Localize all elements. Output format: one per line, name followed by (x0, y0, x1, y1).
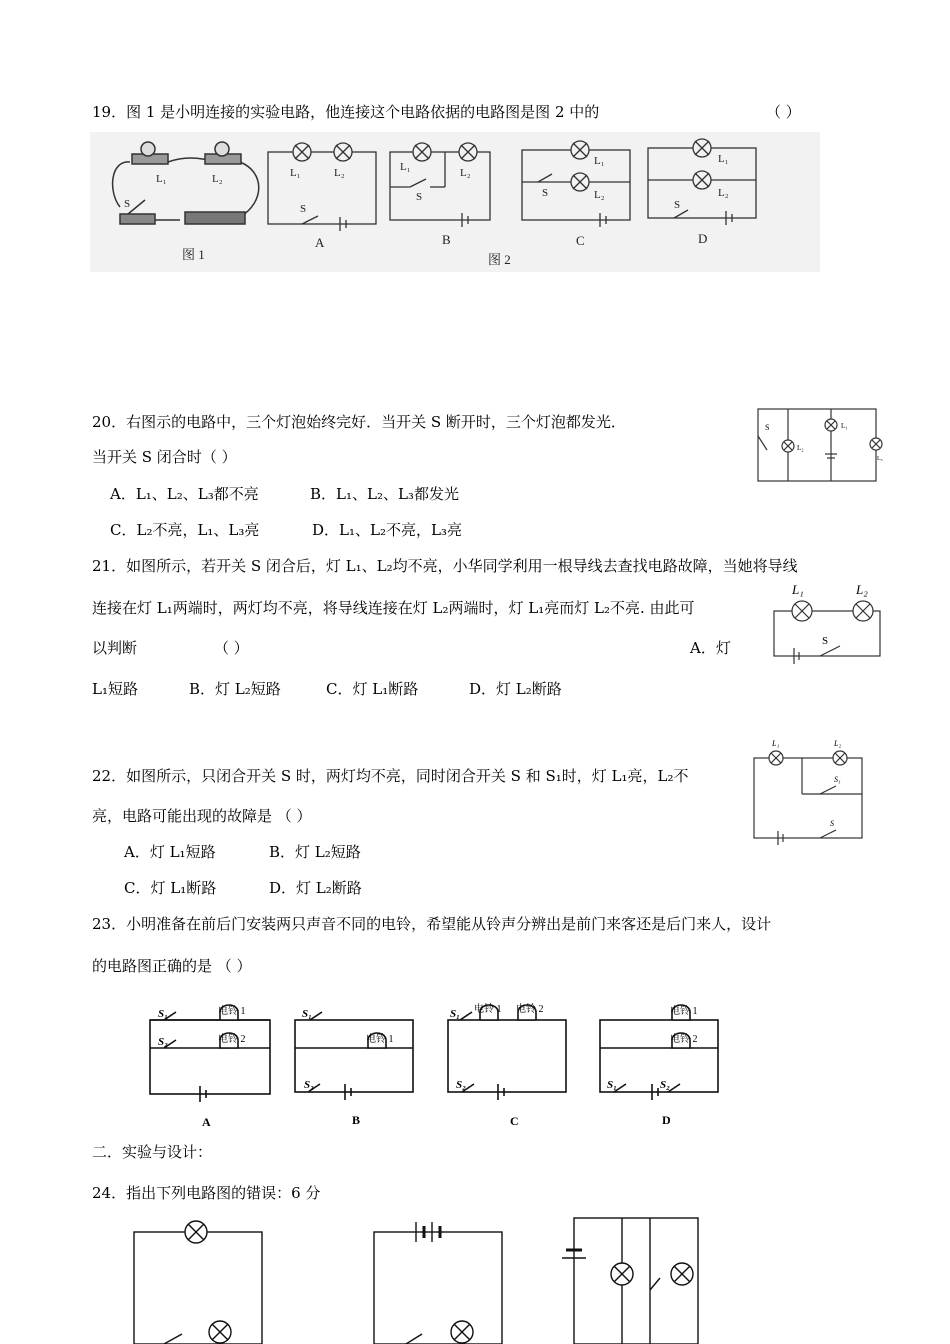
q20-figure (755, 406, 885, 484)
q23-c-bell1: 电铃 1 (474, 1004, 502, 1015)
q19-c-l1: L₁ (594, 155, 605, 167)
q22-s-label: S (830, 819, 834, 828)
q21-s-label: S (822, 635, 829, 647)
q21-option-a-end: L₁短路 (92, 680, 138, 698)
q22-s1-label: S₁ (834, 775, 841, 784)
q23-line1: 23．小明准备在前后门安装两只声音不同的电铃，希望能从铃声分辨出是前门来客还是后门来人，设计 (92, 915, 772, 933)
q21-line3: 以判断 (92, 639, 138, 657)
q19-fig1-s-label: S (124, 198, 131, 210)
q23-d-s1: S₁ (607, 1079, 617, 1091)
q23-option-d: D (662, 1113, 671, 1127)
q21-line1: 21．如图所示，若开关 S 闭合后，灯 L₁、L₂均不亮，小华同学利用一根导线去查找电路故障，当她将导线 (92, 557, 798, 575)
q22-figure (750, 736, 870, 846)
q23-c-bell2: 电铃 2 (516, 1004, 544, 1015)
q19-fig1-l2-label: L₂ (212, 173, 223, 185)
q19-a-s: S (300, 203, 307, 215)
q23-a-s1: S₁ (158, 1008, 168, 1020)
q19-c-l2: L₂ (594, 189, 605, 201)
q19-text: 19．图 1 是小明连接的实验电路，他连接这个电路依据的电路图是图 2 中的 (92, 103, 600, 121)
q22-option-c: C．灯 L₁断路 (124, 879, 217, 897)
q21-l1-label: L₁ (792, 582, 804, 597)
q22-line1: 22．如图所示，只闭合开关 S 时，两灯均不亮，同时闭合开关 S 和 S₁时，灯 L₁亮，L₂不 (92, 767, 689, 785)
q21-option-d: D．灯 L₂断路 (469, 680, 562, 698)
q19-a-l2: L₂ (334, 167, 345, 179)
q23-b-s2: S₂ (304, 1079, 314, 1091)
q20-l1-label: L₁ (841, 422, 848, 430)
q19-fig1-l1-label: L₁ (156, 173, 167, 185)
q19-fig2-caption: 图 2 (488, 252, 511, 267)
q23-a-bell2: 电铃 2 (218, 1034, 246, 1045)
q20-line1: 20．右图示的电路中，三个灯泡始终完好．当开关 S 断开时，三个灯泡都发光． (92, 413, 626, 431)
q21-line2: 连接在灯 L₁两端时，两灯均不亮，将导线连接在灯 L₂两端时，灯 L₁亮而灯 L₂不亮. 由此可 (92, 599, 695, 617)
q23-circuit-d (600, 1005, 718, 1100)
q23-option-c: C (510, 1114, 519, 1128)
q19-figure (90, 132, 820, 272)
q22-option-a: A．灯 L₁短路 (124, 843, 216, 861)
q20-line2: 当开关 S 闭合时（ ） (92, 448, 237, 466)
q19-bracket: （ ） (766, 103, 801, 121)
q22-line2: 亮，电路可能出现的故障是 （ ） (92, 807, 312, 825)
q23-c-s2: S₂ (456, 1079, 466, 1091)
q21-figure (768, 578, 888, 668)
q20-option-d: D．L₁、L₂不亮，L₃亮 (312, 521, 462, 539)
q19-fig1-caption: 图 1 (182, 247, 205, 262)
q19-d-l2: L₂ (718, 187, 729, 199)
section-2-title: 二．实验与设计： (92, 1143, 213, 1161)
q19-c-s: S (542, 187, 549, 199)
q22-option-d: D．灯 L₂断路 (269, 879, 362, 897)
q23-a-bell1: 电铃 1 (218, 1006, 246, 1017)
q23-c-s1: S₁ (450, 1008, 460, 1020)
q23-option-a: A (202, 1115, 211, 1129)
q19-d-s: S (674, 199, 681, 211)
q20-option-a: A．L₁、L₂、L₃都不亮 (110, 485, 259, 503)
q22-option-b: B．灯 L₂短路 (269, 843, 361, 861)
q23-d-s2: S₂ (660, 1079, 670, 1091)
q20-s-label: S (765, 423, 770, 432)
q19-a-l1: L₁ (290, 167, 301, 179)
q23-d-bell1: 电铃 1 (670, 1006, 698, 1017)
q19-option-b: B (442, 232, 451, 247)
q19-option-c: C (576, 233, 585, 248)
q24-text: 24．指出下列电路图的错误：6 分 (92, 1184, 321, 1202)
q23-b-bell: 电铃 1 (366, 1034, 394, 1045)
q20-l2-label: L₂ (797, 444, 804, 452)
q19-b-s: S (416, 191, 423, 203)
q19-b-l1: L₁ (400, 161, 411, 173)
q20-option-c: C．L₂不亮，L₁、L₃亮 (110, 521, 260, 539)
q23-line2: 的电路图正确的是 （ ） (92, 957, 252, 975)
q23-figure (140, 998, 740, 1138)
q21-option-c: C．灯 L₁断路 (326, 680, 419, 698)
q19-d-l1: L₁ (718, 153, 729, 165)
q23-option-b: B (352, 1113, 361, 1127)
q20-l3-label: L₃ (877, 456, 883, 462)
q21-option-b: B．灯 L₂短路 (189, 680, 281, 698)
q19-b-l2: L₂ (460, 167, 471, 179)
q23-b-s1: S₁ (302, 1008, 312, 1020)
q21-option-a-start: A．灯 (690, 639, 731, 657)
q23-a-s2: S₂ (158, 1036, 168, 1048)
q23-d-bell2: 电铃 2 (670, 1034, 698, 1045)
q19-option-d: D (698, 231, 708, 246)
q19-option-a: A (315, 235, 325, 250)
q23-circuit-a (150, 1005, 270, 1102)
q22-l1-label: L₁ (772, 739, 780, 748)
q20-option-b: B．L₁、L₂、L₃都发光 (310, 485, 459, 503)
q21-bracket: （ ） (214, 639, 249, 657)
q22-l2-label: L₂ (834, 739, 842, 748)
q21-l2-label: L₂ (856, 582, 868, 597)
q24-figure (128, 1210, 728, 1344)
